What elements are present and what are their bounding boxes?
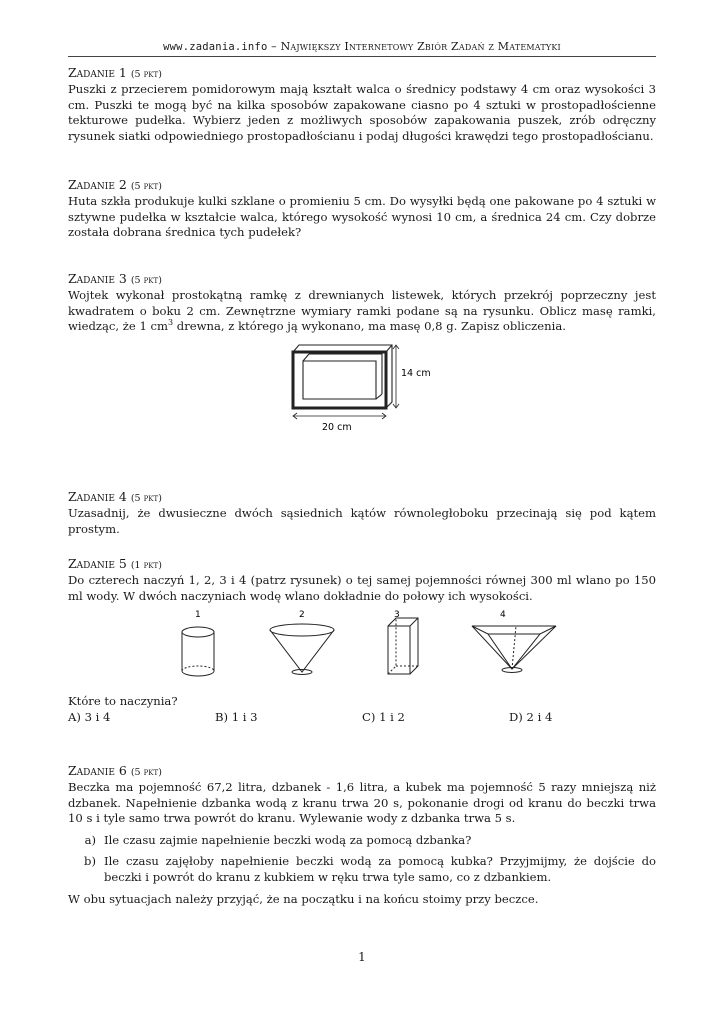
answer-d[interactable]: D) 2 i 4 bbox=[509, 709, 553, 724]
sub-a-text: Ile czasu zajmie napełnienie beczki wodą za pomocą dzbanka? bbox=[104, 832, 472, 847]
task-6 bbox=[68, 764, 656, 907]
vessels-figure bbox=[160, 604, 560, 686]
task-5 bbox=[68, 557, 656, 604]
header-separator: – bbox=[267, 40, 281, 53]
vessel-cone bbox=[270, 624, 334, 675]
task-2-body: Huta szkła produkuje kulki szklane o promieniu 5 cm. Do wysyłki będą one pakowane po 4 sztuki w sztywne pudełka w kształcie walca, którego wysokość wynosi 10 cm, a średnica 24 cm. Czy dobrze została dobrana średnica tych pudełek? bbox=[68, 194, 656, 240]
width-dimension bbox=[293, 413, 386, 419]
task-5-title: Zadanie 5 (1 pkt) bbox=[68, 556, 162, 571]
task-1 bbox=[68, 66, 656, 144]
task-5-question: Które to naczynia? bbox=[68, 694, 178, 708]
task-2 bbox=[68, 178, 656, 241]
height-label: 14 cm bbox=[401, 368, 431, 379]
vessel-cylinder bbox=[182, 627, 214, 676]
page-number: 1 bbox=[358, 950, 366, 964]
height-dimension bbox=[393, 345, 399, 408]
task-1-body: Puszki z przecierem pomidorowym mają kształt walca o średnicy podstawy 4 cm oraz wysokości 3 cm. Puszki te mogą być na kilka sposobów zapakowane ciasno po 4 sztuki w prostopadłościenne tekturowe pudełka. Wybierz jeden z możliwych sposobów zapakowania puszek, zrób odręczny rysunek siatki odpowiedniego prostopadłościanu i podaj długości krawędzi tego prostopadłościanu. bbox=[68, 82, 656, 143]
task-1-title: Zadanie 1 (5 pkt) bbox=[68, 65, 162, 80]
vessel-label-2: 2 bbox=[299, 610, 305, 620]
page-header bbox=[68, 40, 656, 57]
task-6-sub-a bbox=[68, 833, 656, 849]
sub-b-text: Ile czasu zajęłoby napełnienie beczki wodą za pomocą kubka? Przyjmijmy, że dojście do beczki i powrót do kranu z kubkiem w ręku trwa tyle samo, co z dzbankiem. bbox=[104, 854, 656, 884]
task-3 bbox=[68, 272, 656, 335]
task-5-body: Do czterech naczyń 1, 2, 3 i 4 (patrz rysunek) o tej samej pojemności równej 300 ml wlano po 150 ml wody. W dwóch naczyniach wodę wlano dokładnie do połowy ich wysokości. bbox=[68, 573, 656, 603]
task-5-answers bbox=[68, 694, 656, 725]
vessel-prism bbox=[388, 618, 418, 674]
task-3-title: Zadanie 3 (5 pkt) bbox=[68, 271, 162, 286]
task-2-title: Zadanie 2 (5 pkt) bbox=[68, 177, 162, 192]
task-4 bbox=[68, 490, 656, 537]
vessel-label-3: 3 bbox=[394, 610, 400, 620]
task-4-body: Uzasadnij, że dwusieczne dwóch sąsiednich kątów równoległoboku przecinają się pod kątem prostym. bbox=[68, 506, 656, 536]
answer-options bbox=[68, 710, 656, 726]
answer-b[interactable]: B) 1 i 3 bbox=[215, 709, 258, 724]
task-6-body: Beczka ma pojemność 67,2 litra, dzbanek - 1,6 litra, a kubek ma pojemność 5 razy mniejszą niż dzbanek. Napełnienie dzbanka wodą z kranu trwa 20 s, pokonanie drogi od kranu do beczki trwa 10 s i tyle samo trwa powrót do kranu. Wylewanie wody z dzbanka trwa 5 s. bbox=[68, 780, 656, 826]
answer-c[interactable]: C) 1 i 2 bbox=[362, 709, 405, 724]
vessel-pyramid bbox=[472, 626, 556, 673]
task-3-body: Wojtek wykonał prostokątną ramkę z drewnianych listewek, których przekrój poprzeczny jest kwadratem o boku 2 cm. Zewnętrzne wymiary ramki podane są na rysunku. Oblicz masę ramki, wiedząc, że 1 $cm^3$ drewna, z którego ją wykonano, ma masę 0,8 g. Zapisz obliczenia. bbox=[68, 288, 656, 334]
task-6-title: Zadanie 6 (5 pkt) bbox=[68, 763, 162, 778]
sub-a-label: a) bbox=[84, 832, 96, 847]
task-6-footer: W obu sytuacjach należy przyjąć, że na początku i na końcu stoimy przy beczce. bbox=[68, 891, 539, 906]
vessel-label-1: 1 bbox=[195, 610, 201, 620]
header-title: Największy Internetowy Zbiór Zadań z Matematyki bbox=[280, 40, 561, 53]
vessel-label-4: 4 bbox=[500, 610, 506, 620]
answer-a[interactable]: A) 3 i 4 bbox=[68, 709, 111, 724]
sub-b-label: b) bbox=[84, 854, 96, 869]
header-site[interactable]: www.zadania.info bbox=[163, 41, 268, 53]
task-4-title: Zadanie 4 (5 pkt) bbox=[68, 489, 162, 504]
frame-figure bbox=[280, 334, 460, 434]
wooden-frame-drawing bbox=[293, 345, 392, 408]
width-label: 20 cm bbox=[322, 422, 352, 433]
task-6-sub-b bbox=[68, 854, 656, 885]
